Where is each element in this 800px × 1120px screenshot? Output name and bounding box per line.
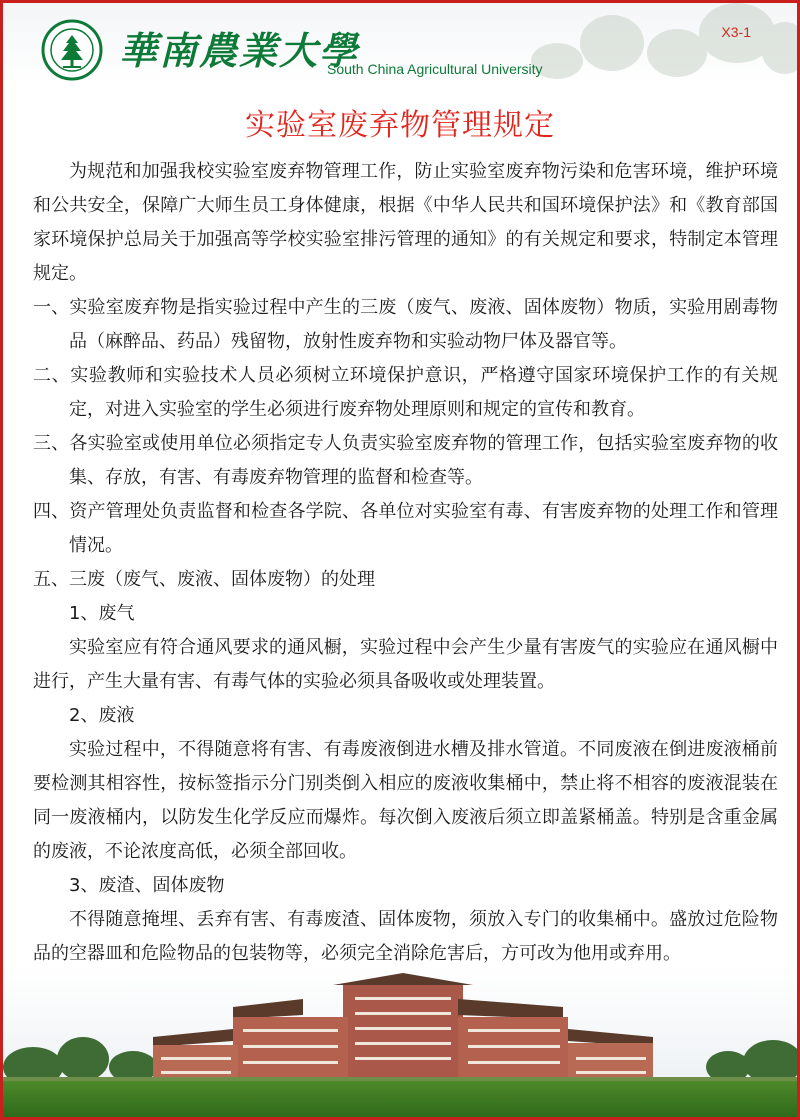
section-body-solid-waste: 不得随意掩埋、丢弃有害、有毒废渣、固体废物，须放入专门的收集桶中。盛放过危险物品的空器皿和危险物品的包装物等，必须完全消除危害后，方可改为他用或弃用。 — [33, 909, 778, 964]
intro-paragraph: 为规范和加强我校实验室废弃物管理工作，防止实验室废弃物污染和危害环境，维护环境和公共安全，保障广大师生员工身体健康，根据《中华人民共和国环境保护法》和《教育部国家环境保护总局关于加强高等学校实验室排污管理的通知》的有关规定和要求，特制定本管理规定。 — [33, 161, 778, 284]
regulation-item-2: 二、实验教师和实验技术人员必须树立环境保护意识，严格遵守国家环境保护工作的有关规定，对进入实验室的学生必须进行废弃物处理原则和规定的宣传和教育。 — [33, 365, 778, 420]
section-heading-solid-waste: 3、废渣、固体废物 — [69, 875, 225, 896]
regulation-item-3: 三、各实验室或使用单位必须指定专人负责实验室废弃物的管理工作，包括实验室废弃物的收集、存放，有害、有毒废弃物管理的监督和检查等。 — [33, 433, 778, 488]
campus-building-photo — [3, 967, 800, 1117]
regulation-item-1: 一、实验室废弃物是指实验过程中产生的三废（废气、废液、固体废物）物质，实验用剧毒物品（麻醉品、药品）残留物，放射性废弃物和实验动物尸体及器官等。 — [33, 297, 778, 352]
document-code: X3-1 — [721, 24, 751, 40]
regulation-body — [33, 155, 778, 971]
section-body-waste-liquid: 实验过程中，不得随意将有害、有毒废液倒进水槽及排水管道。不同废液在倒进废液桶前要检测其相容性，按标签指示分门别类倒入相应的废液收集桶中，禁止将不相容的废液混装在同一废液桶内，以防发生化学反应而爆炸。每次倒入废液后须立即盖紧桶盖。特别是含重金属的废液，不论浓度高低，必须全部回收。 — [33, 739, 778, 862]
university-header — [41, 19, 601, 83]
page-title: 实验室废弃物管理规定 — [245, 108, 555, 143]
regulation-item-4: 四、资产管理处负责监督和检查各学院、各单位对实验室有毒、有害废弃物的处理工作和管理情况。 — [33, 501, 778, 556]
university-name-cn: 華南農業大學 — [119, 28, 360, 73]
university-name-en: South China Agricultural University — [327, 61, 543, 77]
regulation-item-5: 五、三废（废气、废液、固体废物）的处理 — [33, 569, 375, 590]
section-body-waste-gas: 实验室应有符合通风要求的通风橱，实验过程中会产生少量有害废气的实验应在通风橱中进行，产生大量有害、有毒气体的实验必须具备吸收或处理装置。 — [33, 637, 778, 692]
university-seal-logo — [41, 19, 103, 81]
section-heading-waste-gas: 1、废气 — [69, 603, 135, 624]
section-heading-waste-liquid: 2、废液 — [69, 705, 135, 726]
